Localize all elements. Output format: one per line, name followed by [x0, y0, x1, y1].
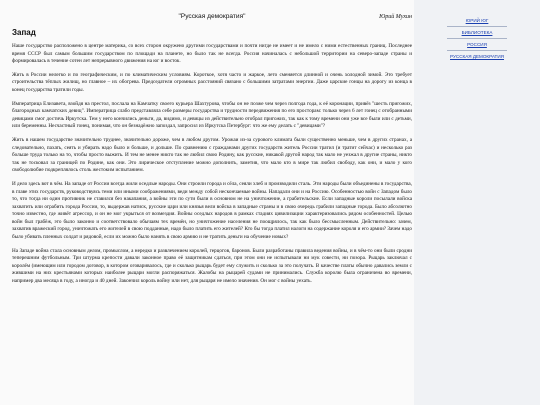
section-title: Запад: [12, 28, 36, 37]
sidebar-item-library[interactable]: БИБЛИОТЕКА: [461, 30, 493, 35]
sidebar: [414, 0, 540, 405]
paragraph: Жить в России нелегко и по географическим, и по климатическим условиям. Короткое, хотя часто и жаркое, лето сменяется длинной и очень холодной зимой. Это требует строительства тёплых жилищ, но главное – их обогрева. Председатели огромных расстояний связано с большими затратами энергии. Даже царские гонцы на дорогу из конца в конец государства тратили годы.: [12, 71, 412, 93]
paragraph: Жить в нашем государстве значительно труднее, значительно дороже, чем в любом другом. Урожаи из-за сурового климата были существенно меньше, чем в других странах, а следовательно, пахать, сеять и убирать надо было и больше, и дольше. По сравнению с гражданами других государств житель России тратил (и тратит сейчас) и несколько раз больше труда только на то, чтобы просто выжить. И тем не менее никто так не любил свою Родину, как русские, никакой другой народ так мало не уезжал в другие страны, никто так не тосковал за границей по Родине, как они. Это лирическое отступление можно дополнить, заметив, что мало кто в мире так любил свободу, как они, и мало у кого свободолюбие подкреплялось столь жестоким испытанием.: [12, 136, 412, 174]
article: [12, 12, 412, 405]
paragraph: Наше государство расположено в центре материка, со всех сторон окружено другими государствами и почти нигде не имеет и не имело с ними естественных границ. Последнее время СССР был самым большим государством по площади на планете, но было так не всегда. Россия начиналась с небольшой территории на северо-западе страны и формировалась в течение сотен лет непрерывного движения на юг и восток.: [12, 43, 412, 65]
page-title: "Русская демократия": [178, 13, 246, 20]
paragraph: И дело здесь вот в чём. На западе от России всегда жили оседлые народы. Они строили города и сёла, сеяли хлеб и производили сталь. Эти народы были объединены в государства, в главе этих государств, руководствуясь теми или иными соображениями, веди между собой нескончаемые войны. Нападали они и на Россию. Особенностью войн с Западом было то, что тогда ни один противник не ставился без накапания, а войны эти по сути были в основном не на уничтожение, а грабительские. Если западные короли посылали войска захватить или ограбить города России, то, выдержав натиск, русские цари или князья вели войска в западные страны и в свою очередь грабили западные города. Было абсолютно точно известно, где живёт агрессор, и он не мог укрыться от возмездия. Войны оседлых народов в рамках стадиях цивилизации характеризовались рядом особенностей. Целью войн был грабёж, это было законно и соответствовало обычаям тех времён, но уничтожение населения не поощрялось, так как было бессмысленным. Действительно: зачем, захватив вражеский город, уничтожать его жителей в свою подданные, надо было платить его жителей? Кто бы тогда платил налоги на содержание короля и его армии? Зачем надо было убивать пленных солдат и рядовой, если их можно было нанять в свою армию и не тратить деньги на обучение новых?: [12, 180, 412, 241]
sidebar-item-author[interactable]: ЮРИЙ ЮГ: [465, 18, 489, 23]
divider: [447, 50, 507, 51]
sidebar-nav: [422, 18, 532, 61]
article-header: [12, 12, 412, 24]
sidebar-item-russia[interactable]: РОССИЯ: [467, 42, 487, 47]
sidebar-item-russian-democracy[interactable]: РУССКАЯ ДЕМОКРАТИЯ: [450, 54, 504, 59]
divider: [447, 38, 507, 39]
paragraph: На Западе война стала основным делом, промыслом, а нередко и развлечением королей, герцогов, баронов. Были разработаны правила ведения войны, и в чём-то они были сродни теперешним футбольным. Три штурма крепости давали законное право её защитникам сдаться, при этом они не испытывали ни мук совести, ни позора. Рыцарь заключал с королём (имеющим или городом договор, в котором оговаривалось, где и сколько рыцарь будет ему служить и сколько за это получать. В качестве платы обычно давались земли с жившими на них крестьянами которых наиболее рыцари могли распоряжаться. Жалобы на рыцарей судами не принимались. Служба королю была ограничена во времени, например два месяца в году, а иногда и 40 дней. Закончил король войну или нет, для рыцаря не имело значения. Он мог с войны уехать.: [12, 247, 412, 285]
divider: [447, 26, 507, 27]
paragraph: Императрица Елизавета, взойдя на престол, послала на Камчатку своего курьера Шахтурова, чтобы он не позже чем через полгода года, к её коронации, привёз "шесть пригожих, благородных камчатских девиц". Императрица слабо представляла себе размеры государства и трудности передвижения по его просторам: только через 6 лет гонец с отобранными девицами смог достичь Иркутска. Тем у него кончились деньги, да, видимо, и девицы из действительно отобрал пригожих, так как к тому времени они уже все были или с детьми, или беременны. Несчастный гонец, понимая, что он безнадёжно запоздал, запросил из Иркутска Петербург: что же ему делать с "девицами"?: [12, 100, 412, 130]
author-name: Юрий Мухин: [379, 14, 412, 20]
